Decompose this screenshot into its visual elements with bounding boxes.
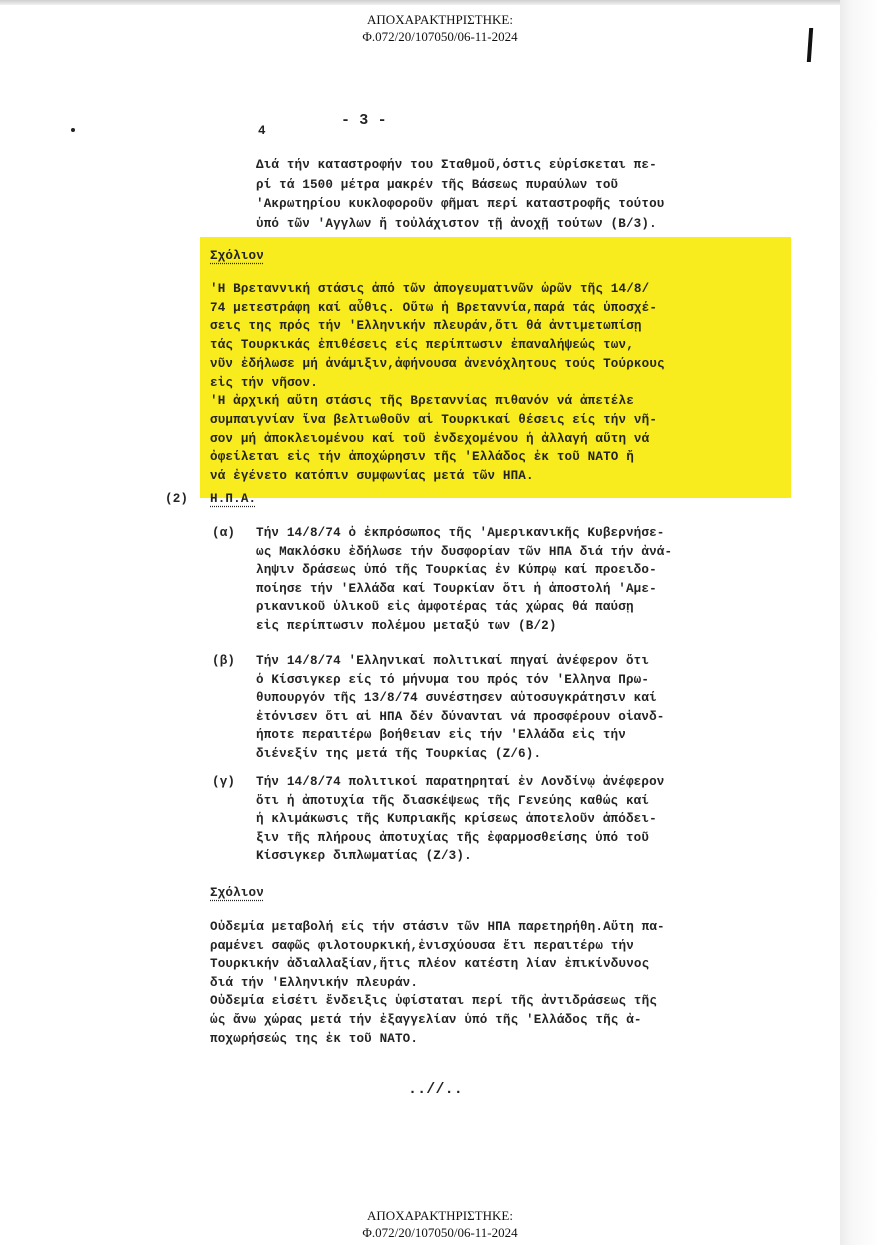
section3-heading: Σχόλιον	[210, 886, 264, 900]
text-line: ποίησε τήν 'Ελλάδα καί Τουρκίαν ὅτι ἡ ἀποστολή 'Αμε-	[256, 581, 657, 596]
scan-top-edge	[0, 0, 840, 5]
text-line: διά τήν 'Ελληνικήν πλευράν.	[210, 975, 419, 990]
stamp-reference: Φ.072/20/107050/06-11-2024	[362, 1225, 518, 1240]
margin-dot	[71, 128, 75, 132]
text-line: ληψιν δράσεως ὑπό τῆς Τουρκίας ἐν Κύπρῳ καί προειδο-	[256, 563, 657, 578]
stamp-title: ΑΠΟΧΑΡΑΚΤΗΡΙΣΤΗΚΕ:	[367, 1208, 513, 1223]
text-line: 74 μετεστράφη καί αὖθις. Οὕτω ἡ Βρεταννία,παρά τάς ὑποσχέ-	[210, 300, 658, 315]
text-line: ὅτι ἡ ἀποτυχία τῆς διασκέψεως τῆς Γενεύης καθώς καί	[256, 793, 650, 808]
text-line: Τήν 14/8/74 ὁ ἐκπρόσωπος τῆς 'Αμερικανικῆς Κυβερνήσε-	[256, 526, 665, 540]
stamp-reference: Φ.072/20/107050/06-11-2024	[362, 29, 518, 44]
text-line: Διά τήν καταστροφήν του Σταθμοῦ,όστις εὑρίσκεται πε-	[256, 158, 657, 172]
text-line: 'Ακρωτηρίου κυκλοφοροῦν φῆμαι περί καταστροφῆς τούτου	[256, 197, 665, 211]
text-line: ἡ κλιμάκωσις τῆς Κυπριακῆς κρίσεως ἀποτελοῦν ἀπόδει-	[256, 812, 657, 827]
stamp-title: ΑΠΟΧΑΡΑΚΤΗΡΙΣΤΗΚΕ:	[367, 12, 513, 27]
text-line: θυπουργόν τῆς 13/8/74 συνέστησεν αὐτοσυγκράτησιν καί	[256, 691, 657, 706]
continuation-mark: ..//..	[408, 1081, 463, 1098]
text-line: ραμένει σαφῶς φιλοτουρκική,ἐνισχύουσα ἔτι περαιτέρω τήν	[210, 938, 634, 953]
text-line: 'Η ἀρχική αὕτη στάσις τῆς Βρεταννίας πιθανόν νά ἀπετέλε	[210, 394, 634, 409]
text-line: σεις της πρός τήν 'Ελληνικήν πλευράν,ὅτι θά ἀντιμετωπίσῃ	[210, 319, 642, 334]
text-line: ἐτόνισεν ὅτι αἱ ΗΠΑ δέν δύνανται νά προσφέρουν οἱανδ-	[256, 709, 665, 724]
text-line: νά ἐγένετο κατόπιν συμφωνίας μετά τῶν ΗΠΑ.	[210, 469, 534, 483]
text-line: διένεξίν της μετά τῆς Τουρκίας (Ζ/6).	[256, 747, 542, 761]
text-line: ὀφείλεται εἰς τήν ἀποχώρησιν τῆς 'Ελλάδος ἐκ τοῦ ΝΑΤΟ ἤ	[210, 450, 634, 465]
text-line: νῦν ἐδήλωσε μή ἀνάμιξιν,ἀφήνουσα ἀνενόχλητους τούς Τούρκους	[210, 356, 665, 371]
text-line: Τήν 14/8/74 πολιτικοί παρατηρηταί ἐν Λονδίνῳ ἀνέφερον	[256, 775, 665, 789]
scan-right-edge	[840, 0, 880, 1245]
text-line: ποχωρήσεώς της ἐκ τοῦ ΝΑΤΟ.	[210, 1031, 419, 1046]
corner-mark: 4	[258, 124, 266, 138]
item-b-label: (β)	[212, 654, 236, 668]
text-line: ως Μακλόσκυ ἐδήλωσε τήν δυσφορίαν τῶν ΗΠΑ διά τήν ἀνά-	[256, 544, 673, 559]
text-line: συμπαιγνίαν ἵνα βελτιωθοῦν αἱ Τουρκικαί θέσεις είς τήν νῆ-	[210, 412, 658, 427]
text-line: εἰς περίπτωσιν πολέμου μεταξύ των (Β/2)	[256, 619, 557, 633]
text-line: ρικανικοῦ ὑλικοῦ εἰς ἀμφοτέρας τάς χώρας θά παύσῃ	[256, 600, 634, 615]
section1-heading: Σχόλιον	[210, 249, 264, 263]
text-line: τάς Τουρκικάς ἐπιθέσεις είς περίπτωσιν ἐπαναλήψεώς των,	[210, 338, 634, 353]
section2-number: (2)	[165, 492, 189, 506]
text-line: ὁ Κίσσιγκερ είς τό μήνυμα του πρός τόν 'Ελληνα Πρω-	[256, 672, 650, 687]
item-a-label: (α)	[212, 526, 236, 540]
text-line: ξιν τῆς πλήρους ἀποτυχίας τῆς ἐφαρμοσθείσης ὑπό τοῦ	[256, 830, 650, 845]
text-line: ρί τά 1500 μέτρα μακρέν τῆς Βάσεως πυραύλων τοῦ	[256, 177, 619, 192]
declassification-stamp-bottom	[0, 1207, 880, 1241]
text-line: Κίσσιγκερ διπλωματίας (Ζ/3).	[256, 849, 472, 864]
text-line: ὡς ἄνω χώρας μετά τήν ἐξαγγελίαν ὑπό τῆς 'Ελλάδος τῆς ἀ-	[210, 1013, 642, 1027]
text-line: σον μή ἀποκλειομένου καί τοῦ ἐνδεχομένου ἡ ἀλλαγή αὕτη νά	[210, 431, 650, 446]
text-line: Οὐδεμία εἰσέτι ἔνδειξις ὑφίσταται περί τῆς ἀντιδράσεως τῆς	[210, 994, 658, 1009]
text-line: Τουρκικήν ἀδιαλλαξίαν,ἥτις πλέον κατέστη λίαν ἐπικίνδυνος	[210, 957, 650, 972]
page-number: - 3 -	[341, 112, 387, 129]
text-line: ήποτε περαιτέρω βοήθειαν εἰς τήν 'Ελλάδα εἰς τήν	[256, 728, 626, 743]
text-line: Τήν 14/8/74 'Ελληνικαί πολιτικαί πηγαί ἀνέφερον ὅτι	[256, 654, 650, 668]
text-line: ὑπό τῶν 'Αγγλων ἤ τοὐλάχιστον τῇ ἀνοχῇ τούτων (Β/3).	[256, 216, 657, 231]
item-c-label: (γ)	[212, 775, 236, 789]
section2-heading: Η.Π.Α.	[210, 492, 257, 506]
text-line: Οὐδεμία μεταβολή είς τήν στάσιν τῶν ΗΠΑ παρετηρήθη.Αὕτη πα-	[210, 920, 665, 934]
declassification-stamp-top	[0, 11, 880, 45]
text-line: 'Η Βρεταννική στάσις ἀπό τῶν ἀπογευματινῶν ὡρῶν τῆς 14/8/	[210, 282, 650, 296]
text-line: εἰς τήν νῆσον.	[210, 375, 318, 390]
